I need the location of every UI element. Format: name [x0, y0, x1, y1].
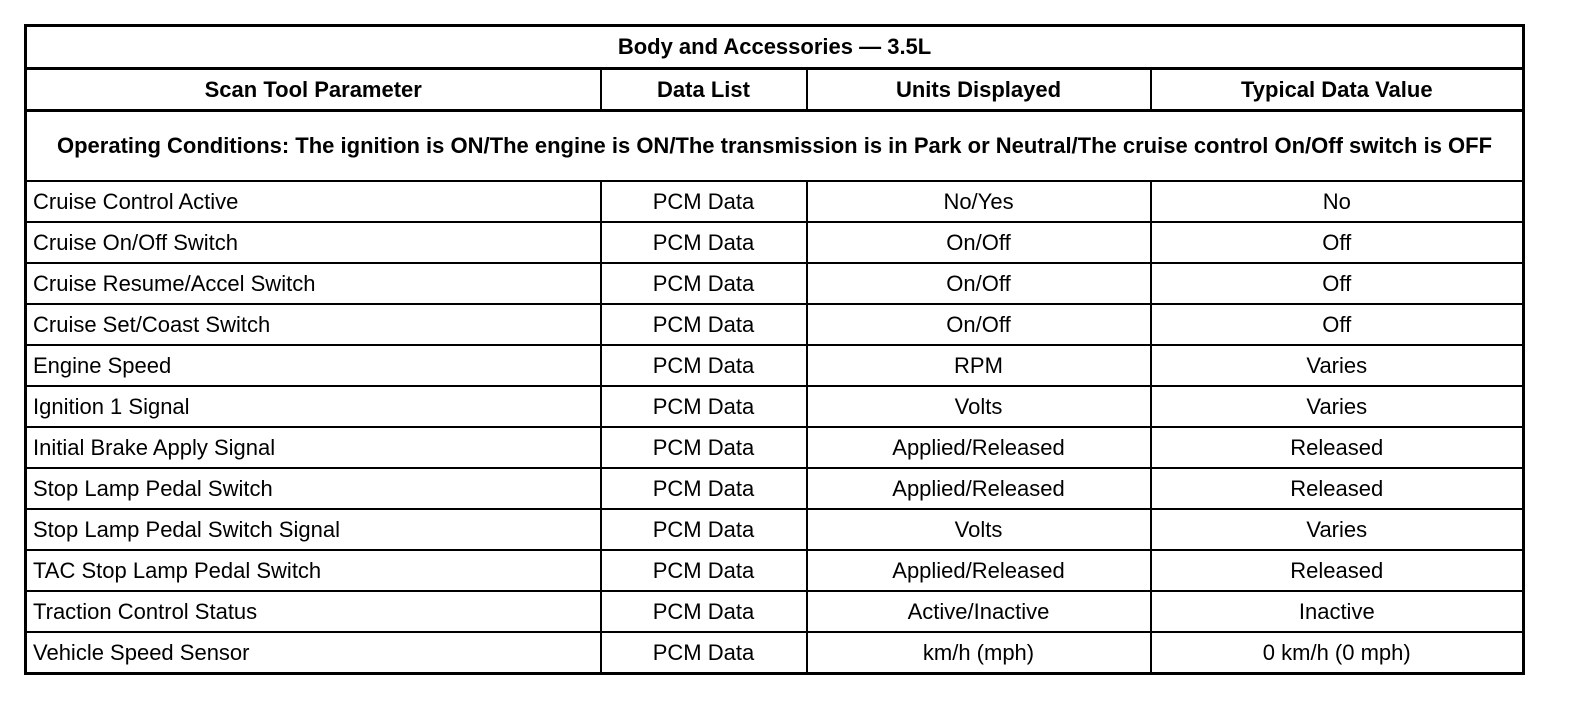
table-row	[26, 304, 1524, 345]
units-cell: On/Off	[807, 304, 1151, 345]
operating-conditions: Operating Conditions: The ignition is ON/The engine is ON/The transmission is in Park or Neutral/The cruise control On/Off switch is OFF	[26, 111, 1524, 182]
parameter-cell: Cruise Resume/Accel Switch	[26, 263, 601, 304]
typical-value-cell: Released	[1151, 427, 1524, 468]
parameter-cell: Initial Brake Apply Signal	[26, 427, 601, 468]
parameter-cell: Traction Control Status	[26, 591, 601, 632]
table-row	[26, 181, 1524, 222]
data-list-cell: PCM Data	[601, 468, 807, 509]
units-cell: Volts	[807, 509, 1151, 550]
column-header-units: Units Displayed	[807, 69, 1151, 111]
typical-value-cell: 0 km/h (0 mph)	[1151, 632, 1524, 674]
column-header-data-list: Data List	[601, 69, 807, 111]
typical-value-cell: Off	[1151, 222, 1524, 263]
units-cell: Applied/Released	[807, 427, 1151, 468]
table-row	[26, 509, 1524, 550]
table-row	[26, 345, 1524, 386]
data-list-cell: PCM Data	[601, 386, 807, 427]
units-cell: Applied/Released	[807, 550, 1151, 591]
parameter-cell: Stop Lamp Pedal Switch Signal	[26, 509, 601, 550]
table-row	[26, 550, 1524, 591]
units-cell: No/Yes	[807, 181, 1151, 222]
table-row	[26, 468, 1524, 509]
parameter-cell: Cruise On/Off Switch	[26, 222, 601, 263]
typical-value-cell: Varies	[1151, 509, 1524, 550]
table-title: Body and Accessories — 3.5L	[26, 26, 1524, 69]
units-cell: On/Off	[807, 222, 1151, 263]
typical-value-cell: Off	[1151, 263, 1524, 304]
data-table-container	[24, 24, 1522, 675]
units-cell: RPM	[807, 345, 1151, 386]
operating-conditions-row	[26, 111, 1524, 182]
typical-value-cell: Off	[1151, 304, 1524, 345]
typical-value-cell: Inactive	[1151, 591, 1524, 632]
column-header-parameter: Scan Tool Parameter	[26, 69, 601, 111]
parameter-cell: TAC Stop Lamp Pedal Switch	[26, 550, 601, 591]
typical-value-cell: Released	[1151, 550, 1524, 591]
units-cell: km/h (mph)	[807, 632, 1151, 674]
parameter-cell: Cruise Set/Coast Switch	[26, 304, 601, 345]
table-row	[26, 222, 1524, 263]
typical-value-cell: No	[1151, 181, 1524, 222]
typical-value-cell: Released	[1151, 468, 1524, 509]
parameter-cell: Ignition 1 Signal	[26, 386, 601, 427]
table-row	[26, 632, 1524, 674]
parameter-cell: Stop Lamp Pedal Switch	[26, 468, 601, 509]
parameter-cell: Cruise Control Active	[26, 181, 601, 222]
table-row	[26, 263, 1524, 304]
units-cell: On/Off	[807, 263, 1151, 304]
units-cell: Applied/Released	[807, 468, 1151, 509]
data-list-cell: PCM Data	[601, 222, 807, 263]
table-header-row	[26, 69, 1524, 111]
data-list-cell: PCM Data	[601, 550, 807, 591]
column-header-typical-value: Typical Data Value	[1151, 69, 1524, 111]
units-cell: Active/Inactive	[807, 591, 1151, 632]
table-row	[26, 427, 1524, 468]
scan-tool-data-table	[24, 24, 1525, 675]
data-list-cell: PCM Data	[601, 304, 807, 345]
data-list-cell: PCM Data	[601, 509, 807, 550]
data-list-cell: PCM Data	[601, 345, 807, 386]
data-list-cell: PCM Data	[601, 181, 807, 222]
data-list-cell: PCM Data	[601, 263, 807, 304]
typical-value-cell: Varies	[1151, 345, 1524, 386]
data-list-cell: PCM Data	[601, 591, 807, 632]
table-row	[26, 591, 1524, 632]
table-title-row	[26, 26, 1524, 69]
parameter-cell: Engine Speed	[26, 345, 601, 386]
parameter-cell: Vehicle Speed Sensor	[26, 632, 601, 674]
data-list-cell: PCM Data	[601, 632, 807, 674]
units-cell: Volts	[807, 386, 1151, 427]
table-row	[26, 386, 1524, 427]
typical-value-cell: Varies	[1151, 386, 1524, 427]
data-list-cell: PCM Data	[601, 427, 807, 468]
